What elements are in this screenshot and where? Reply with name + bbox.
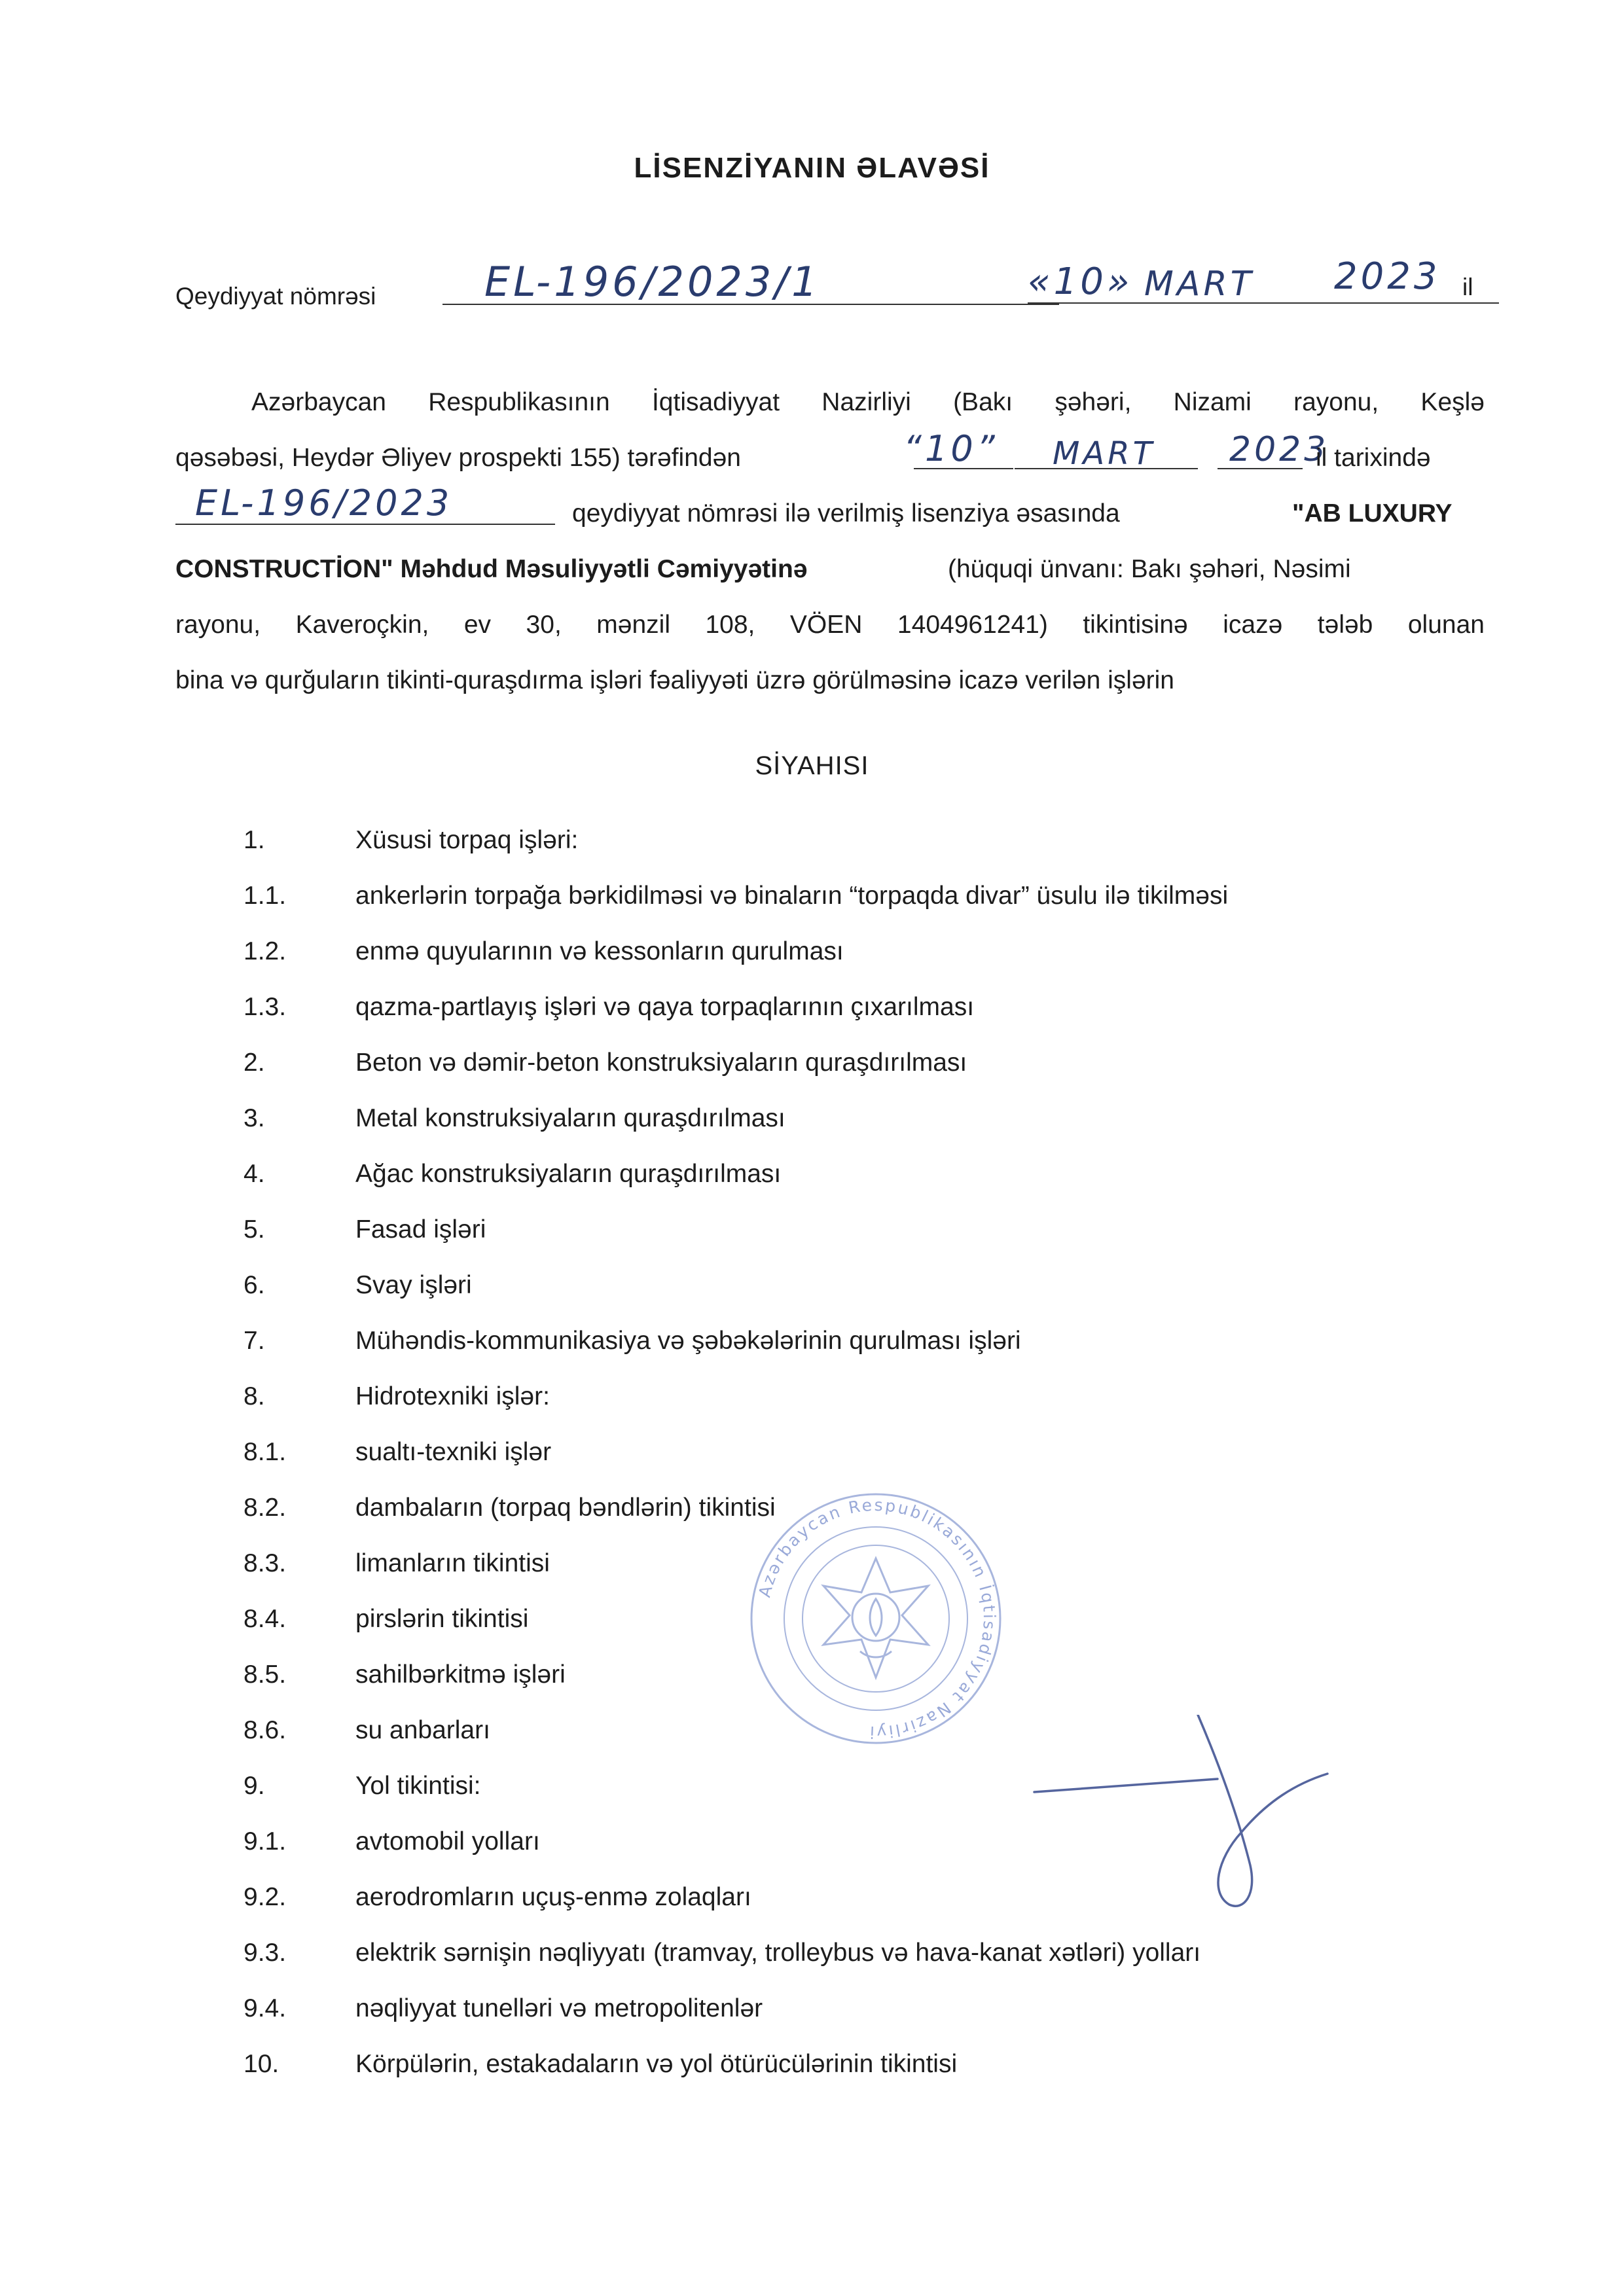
list-item-text: Hidrotexniki işlər: (355, 1382, 550, 1410)
intro-line-5: rayonu, Kaveroçkin, ev 30, mənzil 108, VÖEN 1404961241) tikintisinə icazə tələb olunan (175, 611, 1485, 639)
list-item-number: 8.5. (244, 1660, 287, 1689)
intro-date-year-underline (1218, 468, 1303, 469)
intro-paragraph (175, 374, 1485, 715)
registration-date-suffix: il (1462, 274, 1473, 300)
list-item-text: aerodromların uçuş-enmə zolaqları (355, 1883, 751, 1911)
list-item-text: ankerlərin torpağa bərkidilməsi və binaların “torpaqda divar” üsulu ilə tikilməsi (355, 882, 1229, 910)
list-item-number: 8.3. (244, 1549, 287, 1577)
registration-label: Qeydiyyat nömrəsi (175, 283, 376, 310)
intro-license-number-underline (175, 524, 555, 525)
intro-line-1: Azərbaycan Respublikasının İqtisadiyyat Nazirliyi (Bakı şəhəri, Nizami rayonu, Keşlə (251, 388, 1485, 416)
list-item-number: 1. (244, 826, 265, 854)
list-item-text: limanların tikintisi (355, 1549, 550, 1577)
list-item-text: su anbarları (355, 1716, 490, 1744)
list-item-text: qazma-partlayış işləri və qaya torpaqlarının çıxarılması (355, 993, 975, 1021)
intro-line-2-suffix: il tarixində (1316, 444, 1431, 472)
intro-date-day-underline (914, 468, 1013, 469)
list-item-number: 8.4. (244, 1605, 287, 1633)
list-item-number: 3. (244, 1104, 265, 1132)
list-item-number: 8.6. (244, 1716, 287, 1744)
list-item-number: 9.4. (244, 1994, 287, 2022)
list-item-text: nəqliyyat tunelləri və metropolitenlər (355, 1994, 763, 2022)
list-item-text: Xüsusi torpaq işləri: (355, 826, 579, 854)
list-item-text: sualtı-texniki işlər (355, 1438, 552, 1466)
list-item-number: 8.2. (244, 1494, 287, 1522)
document-title: LİSENZİYANIN ƏLAVƏSİ (634, 152, 990, 184)
list-item-number: 1.1. (244, 882, 287, 910)
intro-line-3-text: qeydiyyat nömrəsi ilə verilmiş lisenziya əsasında (572, 499, 1120, 528)
intro-line-6: bina və qurğuların tikinti-quraşdırma işləri fəaliyyəti üzrə görülməsinə icazə verilən işlərin (175, 666, 1174, 694)
list-item-number: 7. (244, 1327, 265, 1355)
list-item-number: 9.3. (244, 1939, 287, 1967)
list-item-text: Beton və dəmir-beton konstruksiyaların quraşdırılması (355, 1049, 967, 1077)
intro-license-number: EL-196/2023 (195, 482, 453, 524)
list-item-number: 8.1. (244, 1438, 287, 1466)
registration-line (175, 249, 1485, 314)
list-item-number: 9. (244, 1772, 265, 1800)
registration-date-underline (1028, 302, 1499, 304)
list-item-text: elektrik sərnişin nəqliyyatı (tramvay, trolleybus və hava-kanat xətləri) yolları (355, 1939, 1201, 1967)
list-item-text: dambaların (torpaq bəndlərin) tikintisi (355, 1494, 776, 1522)
registration-date-month: MART (1144, 264, 1255, 304)
intro-date-month-underline (1015, 468, 1198, 469)
official-stamp (745, 1488, 1007, 1749)
list-item-text: Svay işləri (355, 1271, 472, 1299)
list-item-text: Fasad işləri (355, 1215, 486, 1244)
list-title: SİYAHISI (755, 751, 869, 780)
list-item-text: Ağac konstruksiyaların quraşdırılması (355, 1160, 782, 1188)
list-item-number: 9.1. (244, 1827, 287, 1856)
list-item-number: 6. (244, 1271, 265, 1299)
list-item-number: 1.2. (244, 937, 287, 965)
stamp-text: Azərbaycan Respublikasının İqtisadiyyat Nazirliyi (755, 1495, 1000, 1742)
list-item-number: 1.3. (244, 993, 287, 1021)
signature (1021, 1715, 1348, 1924)
list-item-text: Mühəndis-kommunikasiya və şəbəkələrinin qurulması işləri (355, 1327, 1021, 1355)
intro-date-year: 2023 (1229, 430, 1329, 469)
intro-line-2-prefix: qəsəbəsi, Heydər Əliyev prospekti 155) tərəfindən (175, 444, 741, 472)
list-item-number: 2. (244, 1049, 265, 1077)
list-item-number: 4. (244, 1160, 265, 1188)
list-item-text: Metal konstruksiyaların quraşdırılması (355, 1104, 785, 1132)
list-item-text: sahilbərkitmə işləri (355, 1660, 566, 1689)
intro-line-4-text: (hüquqi ünvanı: Bakı şəhəri, Nəsimi (948, 555, 1351, 583)
registration-number-underline (442, 304, 1059, 305)
intro-company-name-part2: CONSTRUCTİON" Məhdud Məsuliyyətli Cəmiyyətinə (175, 555, 808, 583)
intro-company-name-part1: "AB LUXURY (1292, 499, 1453, 528)
list-item-number: 9.2. (244, 1883, 287, 1911)
registration-date-year: 2023 (1334, 255, 1441, 298)
list-item-text: avtomobil yolları (355, 1827, 540, 1856)
list-item-text: Körpülərin, estakadaların və yol ötürücülərinin tikintisi (355, 2050, 958, 2078)
intro-date-day: “10” (903, 428, 998, 469)
list-item-text: enmə quyularının və kessonların qurulması (355, 937, 844, 965)
list-item-text: Yol tikintisi: (355, 1772, 481, 1800)
intro-date-month: MART (1053, 435, 1155, 472)
list-item-number: 10. (244, 2050, 280, 2078)
list-item-number: 8. (244, 1382, 265, 1410)
list-item-text: pirslərin tikintisi (355, 1605, 529, 1633)
registration-number-handwritten: EL-196/2023/1 (484, 258, 821, 306)
registration-date-day: «10» (1028, 260, 1133, 303)
list-item-number: 5. (244, 1215, 265, 1244)
